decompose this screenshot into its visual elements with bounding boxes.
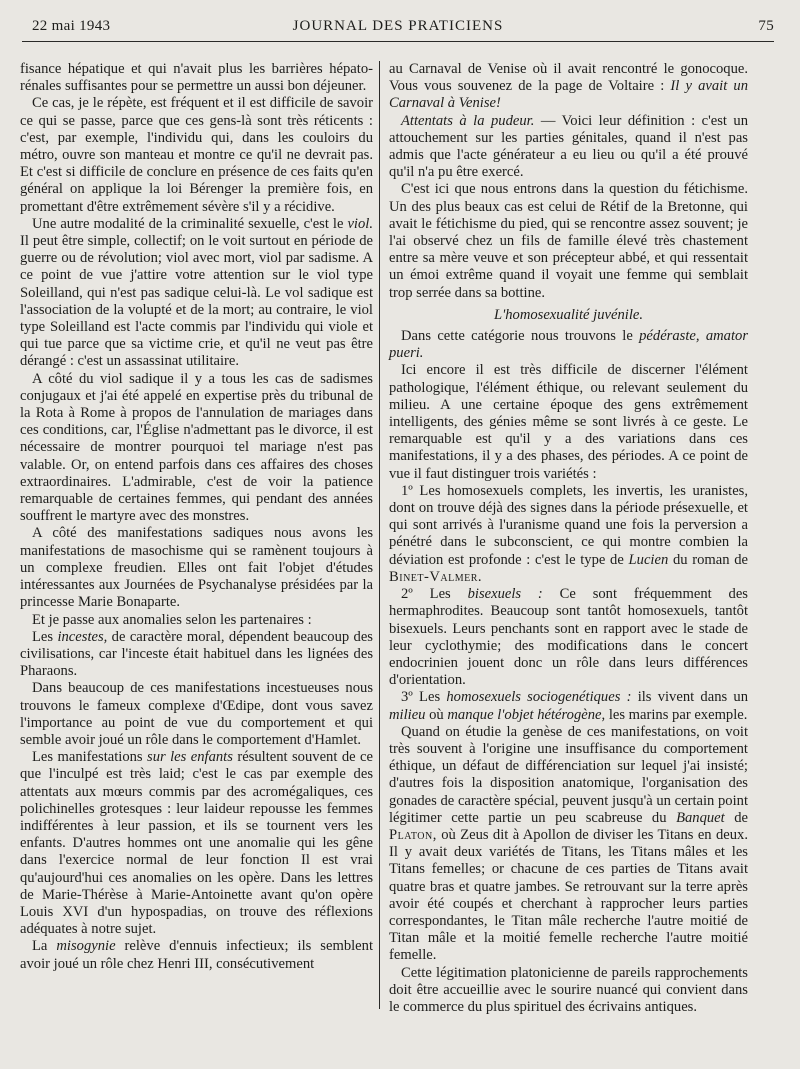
paragraph: Les manifestations sur les enfants résultent souvent de ce que l'inculpé est très laid; c'est le cas par exemple des attentats aux mœurs commis par des acromégaliques, ces polichinelles grotesques : leur laideur repousse les femmes indifférentes à leur passion, et ils se tournent vers les enfants. D'autres hommes ont une anomalie qui les gêne dans l'exercice normal de leur fonction Il est vrai qu'aujourd'hui ces anomalies on les opère. Dans les lettres de Marie-Thérèse à Marie-Antoinette avant qu'on opère Louis XVI d'un hypospadias, on trouve des réflexions adéquates à notre sujet. [20, 749, 373, 938]
issue-date: 22 mai 1943 [32, 18, 111, 34]
right-column [389, 61, 748, 1016]
paragraph: La misogynie relève d'ennuis infectieux; ils semblent avoir joué un rôle chez Henri III, consécutivement [20, 938, 373, 972]
paragraph: Quand on étudie la genèse de ces manifestations, on voit très souvent à l'origine une insuffisance du comportement éthique, un défaut de différenciation sur lequel j'ai insisté; d'autres fois la disposition anatomique, l'organisation des gonades de caractère spécial, peuvent jusqu'à un certain point légitimer cette partie un peu scabreuse du Banquet de Platon, où Zeus dit à Apollon de diviser les Titans en deux. Il y avait deux variétés de Titans, les Titans mâles et les Titans femelles; or chacune de ces parties de Titans avait quatre bras et quatre jambes. Se retrouvant sur la terre après avoir été coupés et cherchant à rapprocher leurs parties correspondantes, le Titan mâle recherche l'autre moitié de Titan mâle et la moitié femelle recherche l'autre moitié femelle. [389, 723, 748, 964]
paragraph: Ce cas, je le répète, est fréquent et il est difficile de savoir ce qui se passe, parce que ces gens-là sont très réticents : c'est, par exemple, l'individu qui, dans les couloirs du métro, ouvre son manteau et montre ce qu'il ne devrait pas. Et c'est si difficile de conclure en présence de ces faits qu'en général on applique la loi Bérenger la première fois, en promettant d'être extrêmement sévère s'il y a récidive. [20, 95, 373, 215]
paragraph: Ici encore il est très difficile de discerner l'élément pathologique, l'élément éthique, ou relevant seulement du milieu. A une certaine époque des gens extrêmement intelligents, des génies même se sont livrés à ce geste. Le remarquable est qu'il y a des variations dans ces manifestations, il y a des phases, des périodes. A ce point de vue il faut distinguer trois variétés : [389, 362, 748, 482]
journal-title: JOURNAL DES PRATICIENS [292, 18, 504, 34]
column-divider [379, 61, 380, 1009]
paragraph: 2º Les bisexuels : Ce sont fréquemment des hermaphrodites. Beaucoup sont tantôt homosexuels, tantôt bisexuels. Leurs penchants sont en rapport avec le stade de leur cyclothymie; des modifications dans le concert endocrinien jouent donc un rôle dans leurs différences d'orientation. [389, 586, 748, 689]
paragraph: Une autre modalité de la criminalité sexuelle, c'est le viol. Il peut être simple, collectif; on le voit surtout en période de guerre ou de révolution; viol avec mort, viol par sadisme. A ce point de vue j'attire votre attention sur le viol type Soleilland, qui n'est pas sadique celui-là. Le vol sadique est l'association de la volupté et de la mort; au contraire, le viol type Soleilland est l'acte commis par l'individu qui viole et qui tue parce que sa victime crie, et qu'il ne veut pas être dérangé : c'est un assassinat utilitaire. [20, 215, 373, 370]
paragraph: Dans beaucoup de ces manifestations incestueuses nous trouvons le fameux complexe d'Œdipe, dont vous savez l'importance au point de vue du comportement et qui semble avoir joué un rôle dans le comportement d'Hamlet. [20, 680, 373, 748]
paragraph: au Carnaval de Venise où il avait rencontré le gonocoque. Vous vous souvenez de la page de Voltaire : Il y avait un Carnaval à Venise! [389, 61, 748, 112]
paragraph: A côté des manifestations sadiques nous avons les manifestations de masochisme qui se ramènent toujours à un complexe freudien. Elles ont fait l'objet d'études intéressantes aux Journées de Psychanalyse présidées par la princesse Marie Bonaparte. [20, 525, 373, 611]
paragraph: Les incestes, de caractère moral, dépendent beaucoup des civilisations, car l'inceste était habituel dans les lignées des Pharaons. [20, 628, 373, 680]
paragraph: fisance hépatique et qui n'avait plus les barrières hépato-rénales suffisantes pour se permettre un aussi bon déjeuner. [20, 61, 373, 95]
paragraph: Dans cette catégorie nous trouvons le pédéraste, amator pueri. [389, 328, 748, 362]
paragraph: 1º Les homosexuels complets, les invertis, les uranistes, dont on trouve déjà des signes dans la période présexuelle, et qui sont arrivés à l'uranisme quand une fois la perversion a pénétré dans le subconscient, ce qui montre combien la déviation est profonde : c'est le type de Lucien du roman de Binet-Valmer. [389, 482, 748, 585]
paragraph: Cette légitimation platonicienne de pareils rapprochements doit être accueillie avec le sourire nuancé qui convient dans le commerce du plus spirituel des écrivains antiques. [389, 964, 748, 1015]
section-subheading: L'homosexualité juvénile. [493, 306, 644, 323]
page-number: 75 [758, 18, 774, 34]
paragraph: Attentats à la pudeur. — Voici leur définition : c'est un attouchement sur les parties génitales, quand il n'est pas admis que l'acte générateur a eu lieu ou qu'il a été prouvé qu'il n'a pu être exercé. [389, 112, 748, 181]
paragraph: 3º Les homosexuels sociogenétiques : ils vivent dans un milieu où manque l'objet hétérogène, les marins par exemple. [389, 689, 748, 723]
left-column [20, 61, 373, 973]
page-header [22, 16, 774, 38]
header-rule [22, 41, 774, 42]
paragraph: Et je passe aux anomalies selon les partenaires : [32, 611, 312, 628]
paragraph: C'est ici que nous entrons dans la question du fétichisme. Un des plus beaux cas est celui de Rétif de la Bretonne, qui avait le fétichisme du pied, qui se rencontre assez souvent; je l'ai observé chez un fils de famille élevé très chastement entre sa mère veuve et son précepteur abbé, et qui ressentait un émoi extrême quand il voyait une femme qui semblait trop serrée dans sa bottine. [389, 181, 748, 301]
paragraph: A côté du viol sadique il y a tous les cas de sadismes conjugaux et j'ai été appelé en expertise près du tribunal de la Rota à Rome à propos de l'annulation de mariages dans ces conditions, car, l'Église n'admettant pas le divorce, il est nécessaire de montrer pourquoi tel mariage n'est pas valable. Or, on entend parfois dans ces affaires des choses extraordinaires. L'admirable, c'est de voir la patience remarquable de certaines femmes, qui pendant des années souffrent le martyre avec des monstres. [20, 370, 373, 525]
